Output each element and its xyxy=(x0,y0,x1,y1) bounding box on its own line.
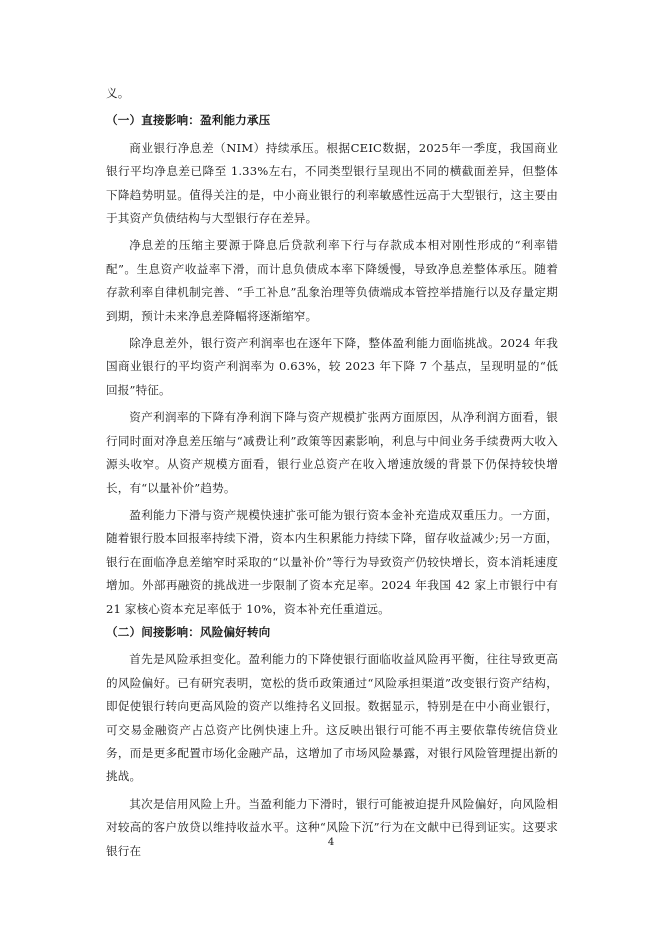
paragraph-nim-pressure: 商业银行净息差（NIM）持续承压。根据CEIC数据，2025年一季度，我国商业银行平均净息差已降至 1.33%左右，不同类型银行呈现出不同的横截面差异，但整体下降趋势明显。值得关注的是，中小商业银行的利率敏感性远高于大型银行，这主要由于其资产负债结构与大型银行存在差异。 xyxy=(106,140,558,226)
paragraph-roa-causes: 资产利润率的下降有净利润下降与资产规模扩张两方面原因，从净利润方面看，银行同时面对净息差压缩与“减费让利”政策等因素影响，利息与中间业务手续费两大收入源头收窄。从资产规模方面看，银行业总资产在收入增速放缓的背景下仍保持较快增长，有“以量补价”趋势。 xyxy=(106,410,558,495)
paragraph-risk-taking: 首先是风险承担变化。盈利能力的下降使银行面临收益风险再平衡，往往导致更高的风险偏好。已有研究表明，宽松的货币政策通过“风险承担渠道”改变银行资产结构，即促使银行转向更高风险的资产以维持名义回报。数据显示，特别是在中小商业银行，可交易金融资产占总资产比例快速上升。这反映出银行可能不再主要依靠传统信贷业务，而是更多配置市场化金融产品，这增加了市场风险暴露，对银行风险管理提出新的挑战。 xyxy=(106,652,558,784)
page-number: 4 xyxy=(327,837,335,848)
section-direct-impact xyxy=(106,109,558,621)
continuation-text: 义。 xyxy=(106,86,130,100)
section-heading-direct-impact: （一）直接影响：盈利能力承压 xyxy=(106,113,271,128)
section-heading-indirect-impact: （二）间接影响：风险偏好转向 xyxy=(106,624,271,639)
paragraph-credit-risk: 其次是信用风险上升。当盈利能力下滑时，银行可能被迫提升风险偏好，向风险相对较高的客户放贷以维持收益水平。这种“风险下沉”行为在文献中已得到证实。这要求银行在 xyxy=(106,796,558,858)
paragraph-rate-mismatch: 净息差的压缩主要源于降息后贷款利率下行与存款成本相对刚性形成的“利率错配”。生息资产收益率下滑，而计息负债成本率下降缓慢，导致净息差整体承压。随着存款利率自律机制完善、“手工补息”乱象治理等负债端成本管控举措施行以及存量定期到期，预计未来净息差降幅将逐渐缩窄。 xyxy=(106,238,558,323)
document-page xyxy=(106,82,558,863)
paragraph-roa-decline: 除净息差外，银行资产利润率也在逐年下降，整体盈利能力面临挑战。2024 年我国商业银行的平均资产利润率为 0.63%，较 2023 年下降 7 个基点，呈现明显的“低回报”特征。 xyxy=(106,336,558,397)
section-indirect-impact xyxy=(106,621,558,863)
paragraph-capital-pressure: 盈利能力下滑与资产规模快速扩张可能为银行资本金补充造成双重压力。一方面，随着银行股本回报率持续下滑，资本内生积累能力持续下降，留存收益减少;另一方面，银行在面临净息差缩窄时采取的“以量补价”等行为导致资产仍较快增长，资本消耗速度增加。外部再融资的挑战进一步限制了资本充足率。2024 年我国 42 家上市银行中有 21 家核心资本充足率低于 10%，资本补充任重道远。 xyxy=(106,507,558,616)
